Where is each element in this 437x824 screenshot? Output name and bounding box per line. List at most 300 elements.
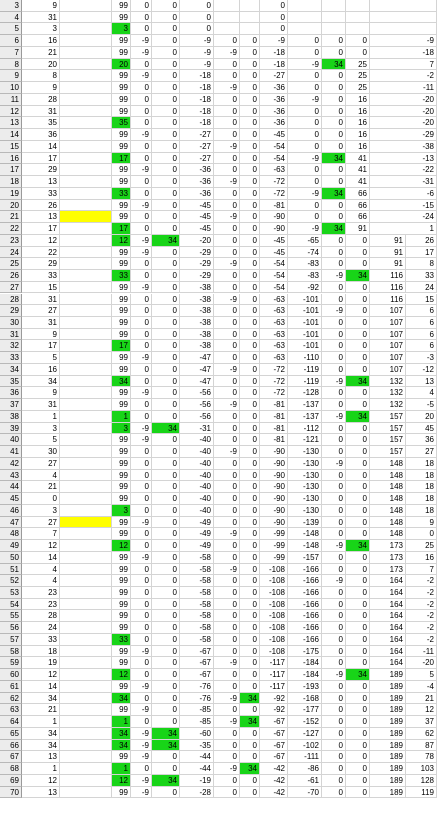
- table-cell[interactable]: [60, 564, 112, 576]
- table-cell[interactable]: 0: [322, 493, 346, 505]
- table-cell[interactable]: -9: [214, 763, 240, 775]
- table-cell[interactable]: -18: [180, 70, 214, 82]
- table-cell[interactable]: 0: [214, 552, 240, 564]
- table-cell[interactable]: 12: [112, 540, 131, 552]
- table-cell[interactable]: 128: [406, 775, 437, 787]
- table-cell[interactable]: 0: [322, 364, 346, 376]
- table-cell[interactable]: 148: [370, 505, 406, 517]
- table-cell[interactable]: -56: [180, 387, 214, 399]
- table-cell[interactable]: -127: [288, 728, 322, 740]
- table-cell[interactable]: -130: [288, 470, 322, 482]
- table-cell[interactable]: [60, 587, 112, 599]
- table-cell[interactable]: [60, 176, 112, 188]
- table-cell[interactable]: -9: [214, 693, 240, 705]
- table-cell[interactable]: 0: [322, 470, 346, 482]
- table-cell[interactable]: -11: [406, 646, 437, 658]
- table-cell[interactable]: 0: [152, 704, 180, 716]
- table-cell[interactable]: 0: [346, 47, 370, 59]
- table-cell[interactable]: 31: [22, 12, 60, 24]
- table-cell[interactable]: 0: [322, 599, 346, 611]
- table-cell[interactable]: [370, 23, 437, 35]
- table-cell[interactable]: 41: [346, 176, 370, 188]
- table-cell[interactable]: 99: [112, 599, 131, 611]
- table-cell[interactable]: 0: [152, 106, 180, 118]
- table-cell[interactable]: 0: [152, 352, 180, 364]
- table-cell[interactable]: 0: [322, 564, 346, 576]
- table-cell[interactable]: 0: [240, 411, 260, 423]
- table-cell[interactable]: 0: [131, 411, 152, 423]
- table-cell[interactable]: -110: [288, 352, 322, 364]
- table-cell[interactable]: 0: [346, 646, 370, 658]
- table-cell[interactable]: -101: [288, 305, 322, 317]
- table-cell[interactable]: 0: [346, 387, 370, 399]
- table-cell[interactable]: 3: [112, 505, 131, 517]
- table-cell[interactable]: 173: [370, 552, 406, 564]
- table-cell[interactable]: [60, 693, 112, 705]
- table-cell[interactable]: 107: [370, 329, 406, 341]
- table-cell[interactable]: 33: [406, 270, 437, 282]
- table-cell[interactable]: -76: [180, 693, 214, 705]
- table-cell[interactable]: 12: [22, 235, 60, 247]
- table-cell[interactable]: -184: [288, 657, 322, 669]
- table-cell[interactable]: 99: [112, 294, 131, 306]
- table-cell[interactable]: 0: [322, 446, 346, 458]
- table-cell[interactable]: 132: [370, 399, 406, 411]
- table-cell[interactable]: 22: [22, 247, 60, 259]
- table-cell[interactable]: -90: [260, 446, 288, 458]
- table-cell[interactable]: -81: [260, 434, 288, 446]
- table-cell[interactable]: 0: [131, 340, 152, 352]
- table-cell[interactable]: 0: [152, 669, 180, 681]
- table-cell[interactable]: -29: [180, 247, 214, 259]
- table-cell[interactable]: [60, 470, 112, 482]
- table-cell[interactable]: 0: [152, 681, 180, 693]
- table-cell[interactable]: 99: [112, 164, 131, 176]
- table-cell[interactable]: -54: [260, 141, 288, 153]
- table-cell[interactable]: 34: [112, 693, 131, 705]
- table-cell[interactable]: 0: [240, 423, 260, 435]
- table-cell[interactable]: 0: [152, 763, 180, 775]
- table-cell[interactable]: -27: [180, 129, 214, 141]
- table-cell[interactable]: 16: [346, 94, 370, 106]
- table-cell[interactable]: -9: [260, 35, 288, 47]
- table-cell[interactable]: -112: [288, 423, 322, 435]
- table-cell[interactable]: 0: [131, 528, 152, 540]
- table-cell[interactable]: 0: [214, 681, 240, 693]
- table-cell[interactable]: 24: [406, 282, 437, 294]
- table-cell[interactable]: 0: [131, 12, 152, 24]
- table-cell[interactable]: 0: [152, 294, 180, 306]
- table-cell[interactable]: 62: [406, 728, 437, 740]
- table-cell[interactable]: -9: [214, 446, 240, 458]
- table-cell[interactable]: 132: [370, 387, 406, 399]
- table-cell[interactable]: 0: [214, 599, 240, 611]
- table-cell[interactable]: -101: [288, 340, 322, 352]
- table-cell[interactable]: -9: [131, 235, 152, 247]
- table-cell[interactable]: [288, 12, 322, 24]
- table-cell[interactable]: 36: [22, 129, 60, 141]
- table-cell[interactable]: 0: [152, 540, 180, 552]
- table-cell[interactable]: 1: [112, 763, 131, 775]
- table-cell[interactable]: 25: [346, 59, 370, 71]
- table-cell[interactable]: 0: [322, 200, 346, 212]
- table-cell[interactable]: 0: [152, 211, 180, 223]
- row-header[interactable]: 24: [0, 247, 22, 259]
- table-cell[interactable]: [60, 411, 112, 423]
- table-cell[interactable]: 0: [214, 352, 240, 364]
- table-cell[interactable]: 0: [180, 23, 214, 35]
- table-cell[interactable]: 0: [240, 200, 260, 212]
- table-cell[interactable]: 16: [346, 129, 370, 141]
- table-cell[interactable]: 99: [112, 481, 131, 493]
- table-cell[interactable]: [60, 364, 112, 376]
- table-cell[interactable]: 164: [370, 657, 406, 669]
- table-cell[interactable]: -27: [260, 70, 288, 82]
- table-cell[interactable]: 0: [322, 751, 346, 763]
- table-cell[interactable]: -9: [322, 458, 346, 470]
- table-cell[interactable]: [60, 188, 112, 200]
- table-cell[interactable]: 33: [112, 634, 131, 646]
- table-cell[interactable]: 0: [346, 587, 370, 599]
- table-cell[interactable]: 99: [112, 399, 131, 411]
- table-cell[interactable]: 0: [131, 634, 152, 646]
- table-cell[interactable]: 0: [322, 329, 346, 341]
- table-cell[interactable]: -9: [131, 681, 152, 693]
- table-cell[interactable]: 0: [214, 610, 240, 622]
- table-cell[interactable]: -36: [180, 176, 214, 188]
- table-cell[interactable]: -67: [260, 716, 288, 728]
- table-cell[interactable]: 0: [346, 282, 370, 294]
- table-cell[interactable]: 0: [322, 528, 346, 540]
- table-cell[interactable]: -18: [370, 47, 437, 59]
- table-cell[interactable]: 0: [240, 282, 260, 294]
- table-cell[interactable]: -130: [288, 481, 322, 493]
- table-cell[interactable]: 0: [322, 646, 346, 658]
- table-cell[interactable]: -9: [322, 270, 346, 282]
- table-cell[interactable]: 0: [346, 329, 370, 341]
- table-cell[interactable]: [322, 12, 346, 24]
- table-cell[interactable]: -13: [370, 153, 437, 165]
- table-cell[interactable]: 15: [406, 294, 437, 306]
- table-cell[interactable]: -22: [370, 164, 437, 176]
- table-cell[interactable]: 0: [131, 470, 152, 482]
- table-cell[interactable]: 21: [22, 47, 60, 59]
- table-cell[interactable]: -9: [288, 153, 322, 165]
- table-cell[interactable]: -45: [260, 235, 288, 247]
- table-cell[interactable]: -9: [214, 657, 240, 669]
- table-cell[interactable]: 0: [322, 787, 346, 799]
- table-cell[interactable]: 99: [112, 258, 131, 270]
- table-cell[interactable]: 99: [112, 141, 131, 153]
- table-cell[interactable]: 0: [346, 622, 370, 634]
- table-cell[interactable]: -28: [180, 787, 214, 799]
- table-cell[interactable]: 7: [406, 564, 437, 576]
- table-cell[interactable]: 99: [112, 352, 131, 364]
- table-cell[interactable]: 0: [322, 434, 346, 446]
- table-cell[interactable]: -81: [260, 200, 288, 212]
- row-header[interactable]: 18: [0, 176, 22, 188]
- table-cell[interactable]: 0: [214, 458, 240, 470]
- table-cell[interactable]: 0: [322, 70, 346, 82]
- table-cell[interactable]: 0: [214, 164, 240, 176]
- table-cell[interactable]: -9: [288, 188, 322, 200]
- table-cell[interactable]: [60, 552, 112, 564]
- table-cell[interactable]: 34: [152, 775, 180, 787]
- table-cell[interactable]: 0: [322, 517, 346, 529]
- table-cell[interactable]: 66: [346, 200, 370, 212]
- table-cell[interactable]: 0: [131, 564, 152, 576]
- table-cell[interactable]: 0: [240, 599, 260, 611]
- table-cell[interactable]: [288, 23, 322, 35]
- table-cell[interactable]: 0: [152, 411, 180, 423]
- table-cell[interactable]: [60, 164, 112, 176]
- table-cell[interactable]: 0: [322, 587, 346, 599]
- table-cell[interactable]: [346, 0, 370, 12]
- table-cell[interactable]: -101: [288, 317, 322, 329]
- table-cell[interactable]: -9: [214, 364, 240, 376]
- table-cell[interactable]: -47: [180, 376, 214, 388]
- table-cell[interactable]: 0: [131, 376, 152, 388]
- table-cell[interactable]: -90: [260, 493, 288, 505]
- table-cell[interactable]: 7: [22, 528, 60, 540]
- table-cell[interactable]: -36: [260, 117, 288, 129]
- table-cell[interactable]: 87: [406, 740, 437, 752]
- table-cell[interactable]: 0: [346, 740, 370, 752]
- row-header[interactable]: 44: [0, 481, 22, 493]
- table-cell[interactable]: 31: [22, 294, 60, 306]
- table-cell[interactable]: -9: [322, 411, 346, 423]
- table-cell[interactable]: 27: [22, 458, 60, 470]
- table-cell[interactable]: 0: [152, 646, 180, 658]
- table-cell[interactable]: -9: [214, 47, 240, 59]
- table-cell[interactable]: 189: [370, 787, 406, 799]
- table-cell[interactable]: 0: [240, 751, 260, 763]
- table-cell[interactable]: 164: [370, 634, 406, 646]
- table-cell[interactable]: [346, 12, 370, 24]
- table-cell[interactable]: 157: [370, 434, 406, 446]
- table-cell[interactable]: 0: [214, 270, 240, 282]
- table-cell[interactable]: [60, 681, 112, 693]
- table-cell[interactable]: -9: [288, 59, 322, 71]
- table-cell[interactable]: 0: [346, 305, 370, 317]
- table-cell[interactable]: [60, 247, 112, 259]
- table-cell[interactable]: 0: [152, 153, 180, 165]
- table-cell[interactable]: 33: [22, 634, 60, 646]
- table-cell[interactable]: -90: [260, 211, 288, 223]
- table-cell[interactable]: 0: [240, 376, 260, 388]
- row-header[interactable]: 53: [0, 587, 22, 599]
- table-cell[interactable]: -47: [180, 364, 214, 376]
- table-cell[interactable]: -9: [131, 129, 152, 141]
- table-cell[interactable]: 0: [240, 223, 260, 235]
- row-header[interactable]: 34: [0, 364, 22, 376]
- table-cell[interactable]: -85: [180, 704, 214, 716]
- table-cell[interactable]: -36: [260, 106, 288, 118]
- row-header[interactable]: 68: [0, 763, 22, 775]
- table-cell[interactable]: -108: [260, 646, 288, 658]
- table-cell[interactable]: 37: [406, 716, 437, 728]
- table-cell[interactable]: 0: [152, 693, 180, 705]
- table-cell[interactable]: [60, 575, 112, 587]
- table-cell[interactable]: 0: [240, 681, 260, 693]
- table-cell[interactable]: -166: [288, 610, 322, 622]
- table-cell[interactable]: -175: [288, 646, 322, 658]
- table-cell[interactable]: -58: [180, 564, 214, 576]
- table-cell[interactable]: 99: [112, 681, 131, 693]
- table-cell[interactable]: -2: [370, 70, 437, 82]
- table-cell[interactable]: 34: [346, 669, 370, 681]
- table-cell[interactable]: 0: [322, 247, 346, 259]
- table-cell[interactable]: -20: [370, 106, 437, 118]
- table-cell[interactable]: -9: [214, 399, 240, 411]
- table-cell[interactable]: 0: [214, 59, 240, 71]
- table-cell[interactable]: 189: [370, 763, 406, 775]
- table-cell[interactable]: 0: [346, 681, 370, 693]
- table-cell[interactable]: -166: [288, 587, 322, 599]
- table-cell[interactable]: 0: [322, 106, 346, 118]
- table-cell[interactable]: 99: [112, 211, 131, 223]
- table-cell[interactable]: 0: [240, 117, 260, 129]
- table-cell[interactable]: 0: [152, 35, 180, 47]
- table-cell[interactable]: 34: [152, 728, 180, 740]
- table-cell[interactable]: 0: [240, 704, 260, 716]
- table-cell[interactable]: 0: [214, 223, 240, 235]
- table-cell[interactable]: 18: [406, 493, 437, 505]
- table-cell[interactable]: 0: [214, 587, 240, 599]
- table-cell[interactable]: 66: [346, 188, 370, 200]
- table-cell[interactable]: 0: [152, 82, 180, 94]
- table-cell[interactable]: 0: [240, 364, 260, 376]
- table-cell[interactable]: 0: [322, 775, 346, 787]
- table-cell[interactable]: -9: [322, 575, 346, 587]
- table-cell[interactable]: 34: [22, 740, 60, 752]
- table-cell[interactable]: 189: [370, 693, 406, 705]
- table-cell[interactable]: -130: [288, 458, 322, 470]
- table-cell[interactable]: 25: [346, 70, 370, 82]
- table-cell[interactable]: 20: [112, 59, 131, 71]
- table-cell[interactable]: 0: [152, 787, 180, 799]
- table-cell[interactable]: 34: [240, 716, 260, 728]
- table-cell[interactable]: 0: [214, 35, 240, 47]
- table-cell[interactable]: [60, 0, 112, 12]
- table-cell[interactable]: -92: [260, 693, 288, 705]
- table-cell[interactable]: -45: [260, 247, 288, 259]
- table-cell[interactable]: -36: [260, 94, 288, 106]
- table-cell[interactable]: 189: [370, 669, 406, 681]
- table-cell[interactable]: -40: [180, 481, 214, 493]
- table-cell[interactable]: -9: [322, 376, 346, 388]
- table-cell[interactable]: 13: [22, 211, 60, 223]
- table-cell[interactable]: -63: [260, 294, 288, 306]
- table-cell[interactable]: -18: [260, 47, 288, 59]
- table-cell[interactable]: -40: [180, 458, 214, 470]
- table-cell[interactable]: 0: [152, 164, 180, 176]
- table-cell[interactable]: 1: [112, 716, 131, 728]
- row-header[interactable]: 70: [0, 787, 22, 799]
- table-cell[interactable]: -81: [260, 423, 288, 435]
- table-cell[interactable]: [60, 141, 112, 153]
- table-cell[interactable]: 26: [406, 235, 437, 247]
- table-cell[interactable]: -168: [288, 693, 322, 705]
- row-header[interactable]: 57: [0, 634, 22, 646]
- table-cell[interactable]: -40: [180, 434, 214, 446]
- table-cell[interactable]: [60, 622, 112, 634]
- table-cell[interactable]: [60, 282, 112, 294]
- table-cell[interactable]: 99: [112, 329, 131, 341]
- table-cell[interactable]: 99: [112, 446, 131, 458]
- table-cell[interactable]: 103: [406, 763, 437, 775]
- table-cell[interactable]: 0: [240, 775, 260, 787]
- table-cell[interactable]: 164: [370, 622, 406, 634]
- table-cell[interactable]: 0: [346, 481, 370, 493]
- table-cell[interactable]: 0: [131, 763, 152, 775]
- table-cell[interactable]: 34: [112, 740, 131, 752]
- table-cell[interactable]: 0: [214, 200, 240, 212]
- table-cell[interactable]: 0: [131, 94, 152, 106]
- table-cell[interactable]: 34: [322, 153, 346, 165]
- table-cell[interactable]: 0: [152, 340, 180, 352]
- table-cell[interactable]: -119: [288, 364, 322, 376]
- table-cell[interactable]: 0: [214, 646, 240, 658]
- table-cell[interactable]: [60, 505, 112, 517]
- table-cell[interactable]: 0: [240, 305, 260, 317]
- table-cell[interactable]: [60, 646, 112, 658]
- table-cell[interactable]: 0: [288, 211, 322, 223]
- table-cell[interactable]: -9: [322, 669, 346, 681]
- table-cell[interactable]: 107: [370, 305, 406, 317]
- table-cell[interactable]: 173: [370, 564, 406, 576]
- table-cell[interactable]: 0: [152, 399, 180, 411]
- table-cell[interactable]: -121: [288, 434, 322, 446]
- table-cell[interactable]: [60, 211, 112, 223]
- table-cell[interactable]: -47: [180, 352, 214, 364]
- table-cell[interactable]: -9: [131, 787, 152, 799]
- table-cell[interactable]: 17: [22, 223, 60, 235]
- table-cell[interactable]: 0: [152, 528, 180, 540]
- table-cell[interactable]: -2: [406, 575, 437, 587]
- row-header[interactable]: 30: [0, 317, 22, 329]
- table-cell[interactable]: 0: [214, 434, 240, 446]
- table-cell[interactable]: 91: [370, 247, 406, 259]
- table-cell[interactable]: 18: [406, 481, 437, 493]
- row-header[interactable]: 36: [0, 387, 22, 399]
- table-cell[interactable]: [60, 352, 112, 364]
- table-cell[interactable]: 0: [214, 70, 240, 82]
- row-header[interactable]: 45: [0, 493, 22, 505]
- table-cell[interactable]: 23: [22, 599, 60, 611]
- table-cell[interactable]: [60, 35, 112, 47]
- table-cell[interactable]: 148: [370, 458, 406, 470]
- row-header[interactable]: 64: [0, 716, 22, 728]
- table-cell[interactable]: 0: [322, 317, 346, 329]
- table-cell[interactable]: 3: [22, 505, 60, 517]
- table-cell[interactable]: 0: [214, 153, 240, 165]
- table-cell[interactable]: 0: [322, 704, 346, 716]
- table-cell[interactable]: 8: [22, 70, 60, 82]
- table-cell[interactable]: 4: [22, 575, 60, 587]
- table-cell[interactable]: -40: [180, 505, 214, 517]
- table-cell[interactable]: 0: [152, 329, 180, 341]
- table-cell[interactable]: -27: [180, 141, 214, 153]
- row-header[interactable]: 19: [0, 188, 22, 200]
- table-cell[interactable]: 0: [240, 505, 260, 517]
- table-cell[interactable]: -67: [260, 751, 288, 763]
- table-cell[interactable]: 0: [214, 634, 240, 646]
- table-cell[interactable]: 29: [22, 258, 60, 270]
- table-cell[interactable]: 0: [240, 458, 260, 470]
- table-cell[interactable]: 157: [370, 446, 406, 458]
- table-cell[interactable]: 148: [370, 481, 406, 493]
